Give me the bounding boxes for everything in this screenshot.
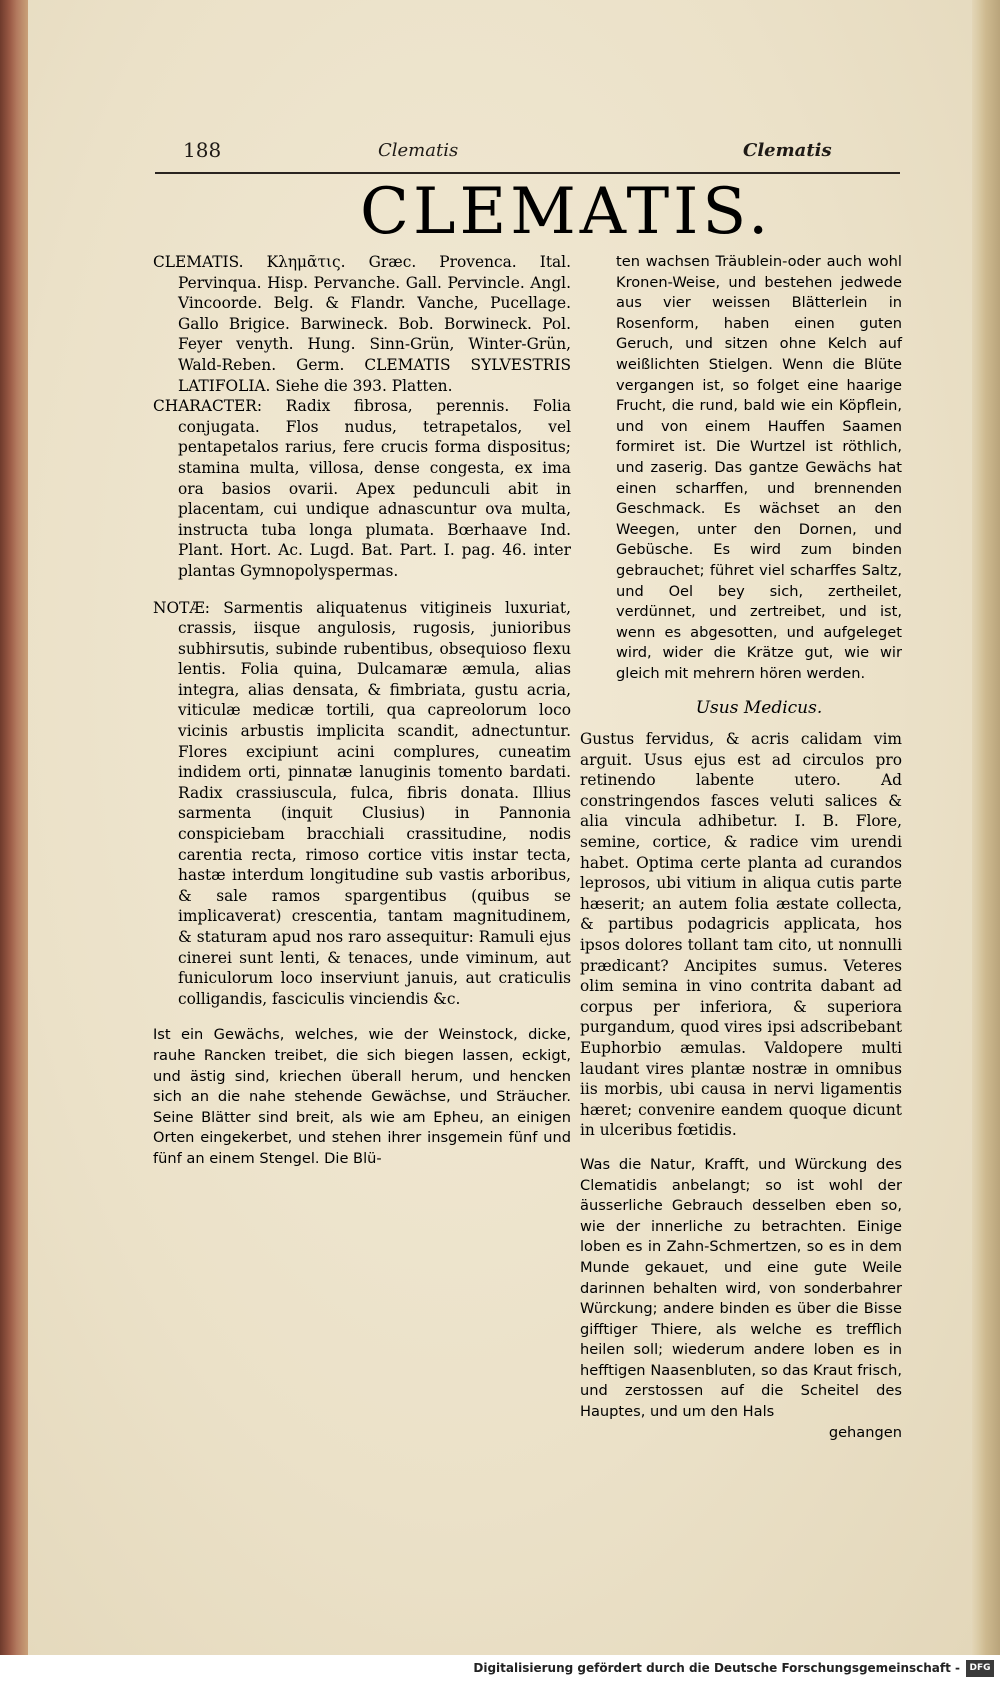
- character-paragraph: CHARACTER: Radix fibrosa, perennis. Folia conjugata. Flos nudus, tetrapetalos, vel pentapetalos rarius, fere crucis forma dispositus; stamina multa, villosa, dense congesta, ex ima ora basios ovarii. Apex pedunculi abit in placentam, cui undique adnascuntur ova multa, instructa tuba longa plumata. Bœrhaave Ind. Plant. Hort. Ac. Lugd. Bat. Part. I. pag. 46. inter plantas Gymnopolyspermas.: [153, 397, 571, 580]
- entry-title: CLEMATIS.: [360, 175, 773, 249]
- right-column: [580, 252, 902, 1443]
- book-edge-right: [972, 0, 1000, 1655]
- german-description: Ist ein Gewächs, welches, wie der Weinstock, dicke, rauhe Rancken treibet, die sich biegen lassen, eckigt, und ästig sind, kriechen überall herum, und hencken sich an die nahe stehende Gewächse, und Sträucher. Seine Blätter sind breit, als wie am Epheu, an einigen Orten eingekerbet, und stehen ihrer insgemein fünf und fünf an einem Stengel. Die Blü-: [153, 1026, 571, 1167]
- funding-credit: Digitalisierung gefördert durch die Deutsche Forschungsgemeinschaft -: [473, 1661, 960, 1675]
- running-title-left: Clematis: [378, 140, 459, 161]
- book-edge-left: [0, 0, 28, 1655]
- usus-medicus-paragraph: Gustus fervidus, & acris calidam vim arguit. Usus ejus est ad circulos pro retinendo labente utero. Ad constringendos fasces veluti salices & alia vincula adhibetur. I. B. Flore, semine, cortice, & radice vim urendi habet. Optima certe planta ad curandos leprosos, ubi vitium in aliqua cutis parte hæserit; an autem folia æstate collecta, & partibus podagricis applicata, hos ipsos dolores tollant tam cito, ut nonnulli prædicant? Ancipites sumus. Veteres olim semina in vino contrita dabant ad corpus per inferiora, & superiora purgandum, quod vires ipsi adscribebant Euphorbio æmulas. Valdopere multi laudant vires plantæ nostræ in omnibus iis morbis, ubi causa in nervi ligamentis hæret; convenire eandem quoque dicunt in ulceribus fœtidis.: [580, 730, 902, 1140]
- catchword: gehangen: [828, 1423, 902, 1441]
- notae-paragraph: NOTÆ: Sarmentis aliquatenus vitigineis luxuriat, crassis, iisque angulosis, rugosis, junioribus subhirsutis, subinde rubentibus, obsequioso flexu lentis. Folia quina, Dulcamaræ æmula, alias integra, alias densata, & fimbriata, gustu acria, viticulæ medicæ tortili, qua capreolorum loco vicinis arbustis implicita scandit, adnectuntur. Flores excipiunt acini complures, cuneatim indidem orti, pinnatæ lanuginis tomento bardati. Radix crassiuscula, fulca, fibris donata. Illius sarmenta (inquit Clusius) in Pannonia conspiciebam bracchiali crassitudine, nodis carentia recta, rimoso cortice vitis instar tecta, hastæ interdum longitudine sub vastis arboribus, & sale ramos spargentibus (quibus se implicaverat) crescentia, tantam magnitudinem, & staturam apud nos raro assequitur: Ramuli ejus cinerei sunt lenti, & tenaces, unde viminum, aut funiculorum loco inserviunt januis, aut craticulis colligandis, fasciculis vinciendis &c.: [153, 598, 571, 1008]
- digitization-footer: [0, 1655, 1000, 1683]
- running-title-right: Clematis: [743, 140, 832, 161]
- entry-synonyms: CLEMATIS. Κλημᾶτις. Græc. Provenca. Ital. Pervinqua. Hisp. Pervanche. Gall. Pervincle. Angl. Vincoorde. Belg. & Flandr. Vanche, Pucellage. Gallo Brigice. Barwineck. Bob. Borwineck. Pol. Feyer venyth. Hung. Sinn-Grün, Winter-Grün, Wald-Reben. Germ. CLEMATIS SYLVESTRIS LATIFOLIA. Siehe die 393. Platten.: [153, 253, 571, 395]
- page-number: 188: [183, 138, 222, 162]
- dfg-logo: DFG: [966, 1660, 994, 1677]
- left-column: [153, 252, 571, 1170]
- german-description-continued: ten wachsen Träublein-oder auch wohl Kronen-Weise, und bestehen jedwede aus vier weissen Blätterlein in Rosenform, haben einen guten Geruch, und sitzen ohne Kelch auf weißlichten Stielgen. Wenn die Blüte vergangen ist, so folget eine haarige Frucht, die rund, bald wie ein Köpflein, und von einem Hauffen Saamen formiret ist. Die Wurtzel ist röthlich, und zaserig. Das gantze Gewächs hat einen scharffen, und brennenden Geschmack. Es wächset an den Weegen, unter den Dornen, und Gebüsche. Es wird zum binden gebrauchet; führet viel scharffes Saltz, und Oel bey sich, zertheilet, verdünnet, und zertreibet, und ist, wenn es abgesotten, und aufgeleget wird, wider die Krätze gut, wie wir gleich mit mehrern hören werden.: [616, 253, 902, 682]
- usus-medicus-heading: Usus Medicus.: [695, 698, 823, 719]
- running-header: [183, 138, 933, 168]
- german-medical-use: Was die Natur, Krafft, und Würckung des Clematidis anbelangt; so ist wohl der äusserliche Gebrauch desselben eben so, wie der innerliche zu betrachten. Einige loben es in Zahn-Schmertzen, so es in dem Munde gekauet, und eine gute Weile darinnen behalten wird, von sonderbahrer Würckung; andere binden es über die Bisse gifftiger Thiere, als welche es trefflich heilen soll; wiederum andere loben es in hefftigen Naasenbluten, so das Kraut frisch, und zerstossen auf die Scheitel des Hauptes, und um den Hals: [580, 1155, 902, 1421]
